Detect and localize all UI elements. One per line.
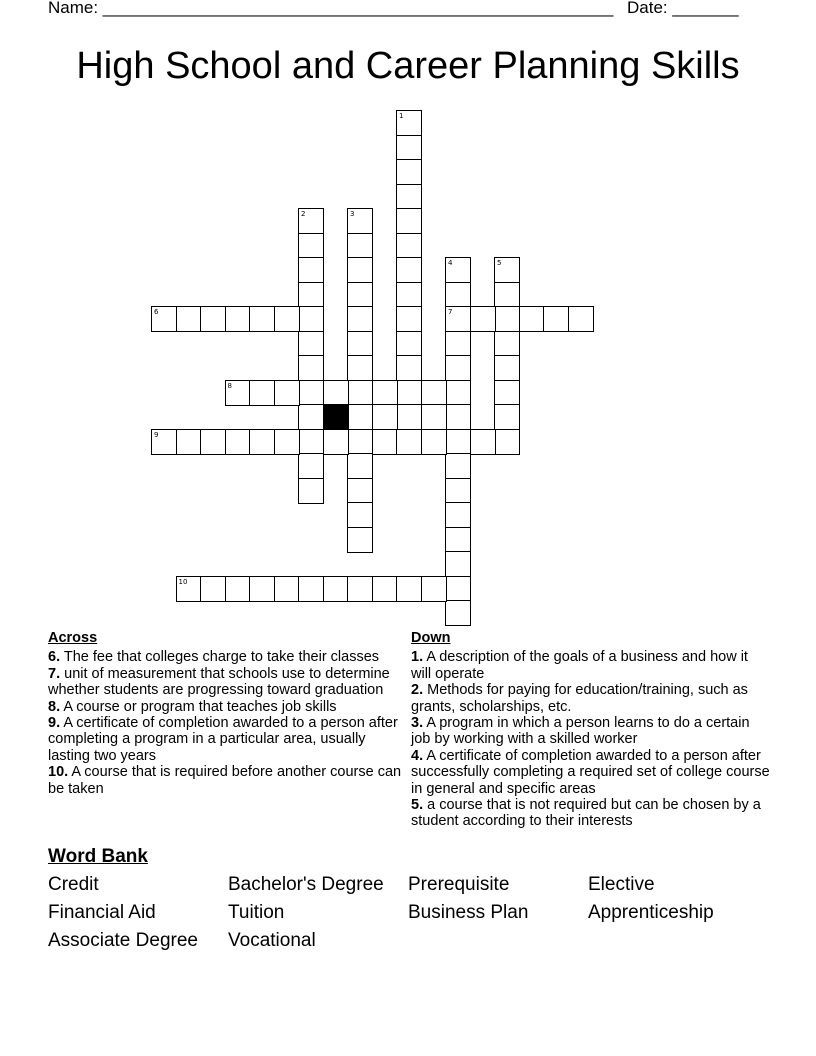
crossword-cell[interactable] <box>298 306 324 332</box>
crossword-cell[interactable] <box>347 527 373 553</box>
crossword-cell[interactable] <box>323 380 349 406</box>
clue-number: 4. <box>411 747 424 764</box>
word-bank-item: Vocational <box>228 930 316 951</box>
crossword-cell[interactable] <box>347 208 373 234</box>
crossword-cell[interactable] <box>494 306 520 332</box>
crossword-cell[interactable] <box>176 429 202 455</box>
crossword-cell[interactable] <box>200 429 226 455</box>
crossword-cell[interactable] <box>298 282 324 308</box>
across-clues <box>48 630 408 797</box>
crossword-cell[interactable] <box>396 135 422 161</box>
crossword-cell[interactable] <box>347 453 373 479</box>
crossword-cell[interactable] <box>225 380 251 406</box>
crossword-cell[interactable] <box>249 576 275 602</box>
cell-number: 7 <box>448 308 453 316</box>
crossword-cell[interactable] <box>298 331 324 357</box>
crossword-cell[interactable] <box>298 257 324 283</box>
word-bank-item: Tuition <box>228 902 285 923</box>
crossword-cell[interactable] <box>225 306 251 332</box>
crossword-cell[interactable] <box>396 233 422 259</box>
crossword-cell[interactable] <box>347 380 373 406</box>
crossword-cell[interactable] <box>494 257 520 283</box>
crossword-cell[interactable] <box>470 306 496 332</box>
crossword-cell[interactable] <box>494 282 520 308</box>
crossword-cell[interactable] <box>396 257 422 283</box>
crossword-cell[interactable] <box>298 355 324 381</box>
crossword-cell[interactable] <box>494 429 520 455</box>
crossword-cell[interactable] <box>347 355 373 381</box>
crossword-cell[interactable] <box>396 404 422 430</box>
down-clue-2 <box>411 682 771 715</box>
crossword-cell[interactable] <box>151 429 177 455</box>
crossword-cell[interactable] <box>396 331 422 357</box>
crossword-cell[interactable] <box>347 576 373 602</box>
clue-text: A course that is required before another course can be taken <box>48 764 402 797</box>
clue-number: 8. <box>48 698 61 715</box>
crossword-cell[interactable] <box>298 380 324 406</box>
crossword-cell[interactable] <box>396 576 422 602</box>
cell-number: 6 <box>154 308 159 316</box>
clue-number: 7. <box>48 665 61 682</box>
down-clue-4 <box>411 748 771 797</box>
crossword-cell[interactable] <box>396 184 422 210</box>
crossword-cell[interactable] <box>445 404 471 430</box>
crossword-cell[interactable] <box>372 404 398 430</box>
crossword-cell[interactable] <box>396 380 422 406</box>
crossword-cell[interactable] <box>421 576 447 602</box>
cell-number: 10 <box>178 577 188 586</box>
across-clue-8 <box>48 699 408 715</box>
word-bank-item: Bachelor's Degree <box>228 874 384 895</box>
crossword-cell[interactable] <box>347 429 373 455</box>
crossword-cell[interactable] <box>274 429 300 455</box>
crossword-cell[interactable] <box>421 380 447 406</box>
crossword-cell[interactable] <box>494 380 520 406</box>
crossword-cell[interactable] <box>176 306 202 332</box>
clue-number: 6. <box>48 649 61 666</box>
crossword-cell[interactable] <box>445 453 471 479</box>
crossword-cell[interactable] <box>298 208 324 234</box>
crossword-cell[interactable] <box>396 306 422 332</box>
clue-text: The fee that colleges charge to take their classes <box>63 649 380 666</box>
crossword-cell[interactable] <box>494 404 520 430</box>
word-bank-title: Word Bank <box>48 846 148 867</box>
crossword-cell[interactable] <box>323 429 349 455</box>
down-heading: Down <box>411 630 451 646</box>
crossword-cell[interactable] <box>347 306 373 332</box>
cell-number: 3 <box>350 210 355 218</box>
name-field-label: Name: ______________________________________________________ <box>48 0 614 17</box>
crossword-cell[interactable] <box>274 380 300 406</box>
word-bank-item: Prerequisite <box>408 874 510 895</box>
clue-number: 10. <box>48 764 69 781</box>
clue-text: A certificate of completion awarded to a person after successfully completing a required set of college course in general and specific areas <box>411 747 770 797</box>
clue-text: A description of the goals of a business and how it will operate <box>411 649 748 682</box>
crossword-cell[interactable] <box>470 429 496 455</box>
crossword-cell[interactable] <box>200 576 226 602</box>
crossword-cell[interactable] <box>519 306 545 332</box>
crossword-cell[interactable] <box>445 282 471 308</box>
clue-text: a course that is not required but can be chosen by a student according to their interests <box>411 797 761 830</box>
crossword-cell[interactable] <box>445 551 471 577</box>
clue-number: 1. <box>411 649 424 666</box>
crossword-cell[interactable] <box>445 502 471 528</box>
crossword-cell[interactable] <box>445 355 471 381</box>
crossword-cell[interactable] <box>298 429 324 455</box>
clue-number: 3. <box>411 715 424 732</box>
word-bank-item: Associate Degree <box>48 930 198 951</box>
crossword-cell[interactable] <box>372 380 398 406</box>
cell-number: 5 <box>497 259 502 267</box>
clue-text: A course or program that teaches job skills <box>63 698 337 715</box>
crossword-cell[interactable] <box>274 306 300 332</box>
word-bank-item: Financial Aid <box>48 902 156 923</box>
across-clue-7 <box>48 666 408 699</box>
crossword-cell[interactable] <box>249 429 275 455</box>
cell-number: 8 <box>227 381 232 390</box>
crossword-cell[interactable] <box>445 429 471 455</box>
word-bank-item: Elective <box>588 874 655 895</box>
crossword-cell[interactable] <box>298 233 324 259</box>
down-clue-1 <box>411 649 771 682</box>
crossword-cell[interactable] <box>396 355 422 381</box>
crossword-cell[interactable] <box>543 306 569 332</box>
word-bank-item: Apprenticeship <box>588 902 714 923</box>
crossword-cell[interactable] <box>347 233 373 259</box>
crossword-cell[interactable] <box>421 404 447 430</box>
down-clue-5 <box>411 797 771 830</box>
crossword-cell[interactable] <box>396 208 422 234</box>
crossword-cell[interactable] <box>347 331 373 357</box>
clue-text: A program in which a person learns to do a certain job by working with a skilled worker <box>411 715 750 748</box>
crossword-cell[interactable] <box>249 306 275 332</box>
crossword-cell[interactable] <box>274 576 300 602</box>
crossword-cell[interactable] <box>445 380 471 406</box>
crossword-cell[interactable] <box>200 306 226 332</box>
crossword-cell[interactable] <box>396 159 422 185</box>
crossword-cell[interactable] <box>347 502 373 528</box>
crossword-cell[interactable] <box>347 257 373 283</box>
clue-text: unit of measurement that schools use to determine whether students are progressing toward graduation <box>48 665 390 699</box>
page-title: High School and Career Planning Skills <box>76 45 740 87</box>
crossword-cell[interactable] <box>445 576 471 602</box>
down-clue-3 <box>411 715 771 748</box>
cell-number: 1 <box>399 112 404 120</box>
crossword-cell[interactable] <box>445 306 471 332</box>
crossword-cell[interactable] <box>298 478 324 504</box>
crossword-cell[interactable] <box>494 331 520 357</box>
crossword-cell[interactable] <box>421 429 447 455</box>
clue-text: Methods for paying for education/training, such as grants, scholarships, etc. <box>411 682 748 715</box>
crossword-cell[interactable] <box>396 110 422 136</box>
crossword-cell[interactable] <box>494 355 520 381</box>
crossword-cell[interactable] <box>225 576 251 602</box>
clue-number: 9. <box>48 715 61 732</box>
crossword-cell[interactable] <box>372 429 398 455</box>
date-field-label: Date: _______ <box>627 0 739 17</box>
cell-number: 9 <box>154 430 159 439</box>
crossword-cell[interactable] <box>298 404 324 430</box>
crossword-cell[interactable] <box>347 404 373 430</box>
crossword-cell[interactable] <box>445 527 471 553</box>
word-bank <box>48 874 788 958</box>
clue-text: A certificate of completion awarded to a person after completing a program in a particular area, usually lasting two years <box>48 715 398 764</box>
across-clue-9 <box>48 715 408 764</box>
across-clue-6 <box>48 649 408 665</box>
crossword-cell[interactable] <box>176 576 202 602</box>
crossword-cell[interactable] <box>347 282 373 308</box>
crossword-cell[interactable] <box>347 478 373 504</box>
down-clues <box>411 630 771 830</box>
crossword-cell[interactable] <box>396 429 422 455</box>
crossword-cell[interactable] <box>151 306 177 332</box>
across-heading: Across <box>48 630 98 646</box>
crossword-cell[interactable] <box>568 306 594 332</box>
crossword-cell[interactable] <box>372 576 398 602</box>
crossword-cell[interactable] <box>298 453 324 479</box>
cell-number: 2 <box>301 210 306 218</box>
across-clue-10 <box>48 764 408 797</box>
clue-number: 5. <box>411 797 424 814</box>
crossword-cell[interactable] <box>298 576 324 602</box>
crossword-cell[interactable] <box>225 429 251 455</box>
word-bank-item: Business Plan <box>408 902 529 923</box>
crossword-black-cell <box>323 404 349 430</box>
crossword-cell[interactable] <box>323 576 349 602</box>
crossword-cell[interactable] <box>445 331 471 357</box>
crossword-cell[interactable] <box>249 380 275 406</box>
word-bank-item: Credit <box>48 874 99 895</box>
crossword-cell[interactable] <box>445 257 471 283</box>
crossword-cell[interactable] <box>396 282 422 308</box>
crossword-cell[interactable] <box>445 600 471 626</box>
clue-number: 2. <box>411 682 424 699</box>
crossword-cell[interactable] <box>445 478 471 504</box>
cell-number: 4 <box>448 259 453 267</box>
